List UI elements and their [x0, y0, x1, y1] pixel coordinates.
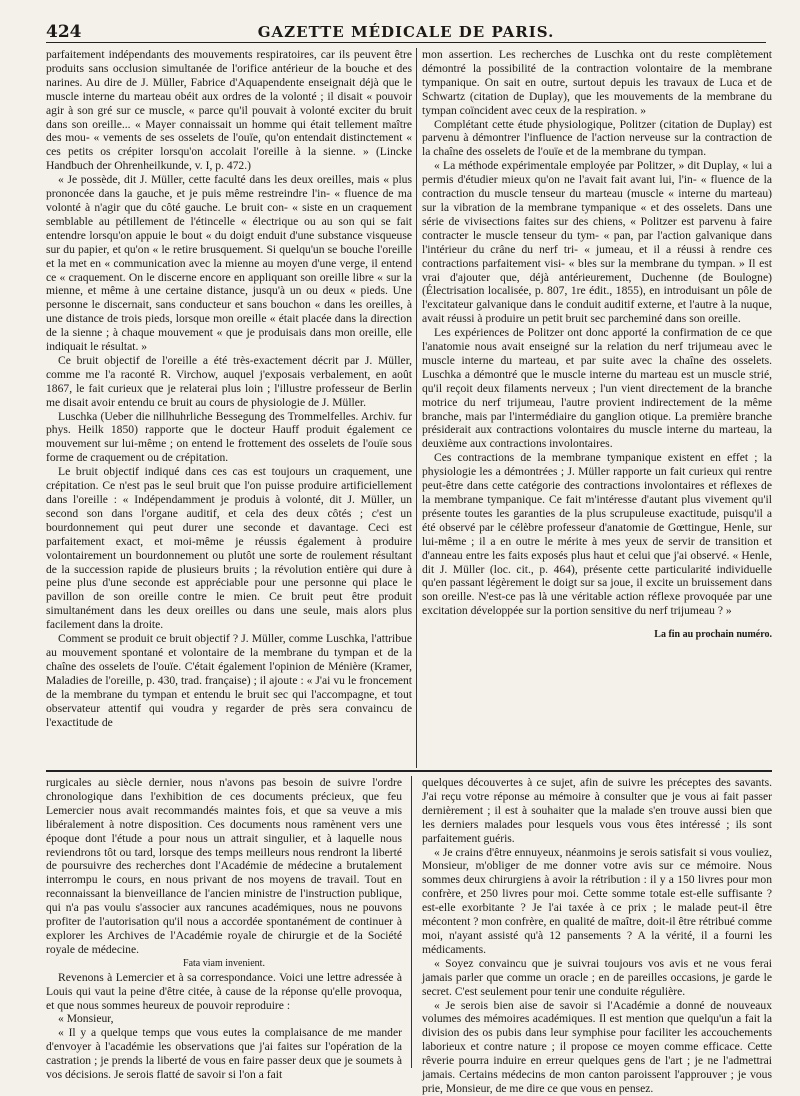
latin-motto: Fata viam invenient.: [183, 957, 265, 969]
feuilleton-paragraph: « Soyez convaincu que je suivrai toujours vos avis et ne vous ferai jamais parler que comme un oracle ; en de pareilles occasions, je garde le secret. C'est seulement pour tenir une conduite régulière.: [422, 956, 772, 998]
feuilleton-paragraph: « Je serois bien aise de savoir si l'Académie a donné de nouveaux volumes des mémoires académiques. Il est mention que quelqu'un a fait la division des os pubis dans leur symphise pour faciliter les accouchements laborieux et contre nature ; il propose ce moyen comme efficace. Cette rêverie pourra induire en erreur quelques gens de l'art ; je ne l'admettrai jamais. Certains médecins de mon canton paroissent l'approuver ; je vous prie, Monsieur, de me dire ce que vous en pensez.: [422, 998, 772, 1095]
page-header: [46, 22, 766, 43]
feuilleton-paragraph: quelques découvertes à ce sujet, afin de suivre les préceptes des savants. J'ai reçu votre réponse au mémoire à consulter que je vous ai fait passer dernièrement ; il est à souhaiter que la malade s'en trouve aussi bien que les derniers malades pour lesquels vous vous êtes intéressé ; ils sont parfaitement guéris.: [422, 776, 772, 845]
article-column-right: [422, 48, 772, 748]
feuilleton-paragraph: Revenons à Lemercier et à sa correspondance. Voici une lettre adressée à Louis qui vaut la peine d'être citée, à cause de la réponse qu'elle provoqua, et que nous sommes heureux de pouvoir reproduire :: [46, 970, 402, 1012]
feuilleton-paragraph: « Il y a quelque temps que vous eutes la complaisance de me mander d'envoyer à l'académie les observations que j'ai faites sur l'opération de la castration ; je prends la liberté de vous en faire passer deux que je soumets à vos décisions. Je serois flatté de savoir si l'on a fait: [46, 1026, 402, 1082]
feuilleton-paragraph: « Monsieur,: [58, 1012, 114, 1026]
article-paragraph: Complétant cette étude physiologique, Politzer (citation de Duplay) est parvenu à démontrer l'influence de l'action nerveuse sur la contraction de la chaîne des osselets de l'ouïe et de la membrane du tympan.: [422, 117, 772, 159]
article-paragraph: mon assertion. Les recherches de Luschka ont du reste complètement démontré la possibilité de la contraction volontaire de la membrane tympanique. On sait en outre, surtout depuis les travaux de Luca et de Schwartz (citation de Duplay), que les mouvements de la membrane du tympan coïncident avec ceux de la respiration. »: [422, 48, 772, 117]
article-column-left: [46, 48, 412, 758]
article-paragraph: Le bruit objectif indiqué dans ces cas est toujours un craquement, une crépitation. Ce n'est pas le seul bruit que l'on puisse produire artificiellement dans l'oreille : « Indépendamment je produis à volonté, dit J. Müller, un second son dans l'organe auditif, et cela des deux côtés ; c'est un bourdonnement qui peut durer une seconde et davantage. Ceci est parfaitement exact, et moi-même je réussis également à produire volontairement un bourdonnement ou plutôt une sorte de roulement résultant de la succession rapide de plusieurs bruits ; la révolution entière qui dure à peine plus d'une seconde est appréciable pour une personne qui place le pavillon de son oreille contre le mien. Ce bruit peut être produit simultanément dans les deux oreilles ou dans une seule, mais alors plus facilement dans la droite.: [46, 465, 412, 632]
feuilleton-paragraph: rurgicales au siècle dernier, nous n'avons pas besoin de suivre l'ordre chronologique dans l'exhibition de ces documents précieux, que feu Lemercier nous avait recommandés maintes fois, et que sa veuve a mis libéralement à notre disposition. Ces documents nous ramènent vers une époque dont l'étude a pour nous un attrait singulier, et à laquelle nous reviendrons tôt ou tard, lorsque des temps meilleurs nous rendront la liberté de poursuivre des recherches dont l'Académie de médecine a brutalement interrompu le cours, en nous privant de nos moyens de travail. Tout en reconnaissant la bienveillance de l'ancien ministre de l'instruction publique, qui n'a pas voulu s'associer aux rancunes académiques, nous ne pouvons profiter de l'autorisation qu'il nous a accordée spontanément de continuer à explorer les Archives de l'Académie royale de chirurgie et de la Société royale de médecine.: [46, 776, 402, 956]
article-paragraph: Les expériences de Politzer ont donc apporté la confirmation de ce que l'anatomie nous avait enseigné sur la relation du nerf trijumeau avec le muscle interne du marteau, et par suite avec la chaîne des osselets. Luschka a démontré que le muscle interne du marteau est un muscle strié, qu'il reçoit deux filaments nerveux ; l'un vient directement de la branche motrice du nerf trijumeau, l'autre provient indirectement de la même branche, mais par l'intermédiaire du ganglion otique. La première branche présiderait aux contractions volontaires du muscle interne du marteau, la deuxième aux contractions involontaires.: [422, 326, 772, 451]
section-divider: [46, 770, 772, 772]
page-number: 424: [46, 22, 82, 42]
continuation-note: La fin au prochain numéro.: [654, 629, 772, 641]
feuilleton-paragraph: « Je crains d'être ennuyeux, néanmoins je serois satisfait si vous vouliez, Monsieur, m'obliger de me donner votre avis sur ce mémoire. Nous sommes deux chirurgiens à avoir la rétribution : il y a 150 livres pour mon confrère, et 250 livres pour moi. Cette somme totale est-elle suffisante ? est-elle exorbitante ? Je l'ai taxée à ce prix ; le malade peut-il être mécontent ? mon confrère, en qualité de maître, doit-il être rétribué comme moi, n'ayant assisté qu'à 12 pansements ? A la vérité, il a fourni les médicaments.: [422, 845, 772, 956]
article-paragraph: Ce bruit objectif de l'oreille a été très-exactement décrit par J. Müller, comme me l'a raconté R. Virchow, auquel j'exposais verbalement, en août 1867, le fait curieux que je relaterai plus loin ; l'illustre professeur de Berlin me disait avoir entendu ce bruit au cours de physiologie de J. Müller.: [46, 353, 412, 409]
journal-title: GAZETTE MÉDICALE DE PARIS.: [257, 23, 555, 41]
article-paragraph: « Je possède, dit J. Müller, cette faculté dans les deux oreilles, mais « plus prononcée dans la gauche, et je puis même restreindre l'in- « fluence de ma volonté à n'agir que du côté gauche. Le bruit con- « siste en un craquement semblable au pétillement de l'étincelle « électrique ou au son qui se fait entendre lorsqu'on appuie le bout « du doigt enduit d'une substance visqueuse sur du papier, et qu'on « le retire brusquement. Si quelqu'un se bouche l'oreille et la met en « communication avec la mienne au moyen d'une verge, il entend ce « craquement. On le discerne encore en appliquant son oreille libre « sur la mienne, et même à une certaine distance, jusqu'à un ou deux « pieds. Une personne le discernait, sans conducteur et sans bouchon « dans les oreilles, à une distance de trois pieds, lorsque mon oreille « était placée dans la direction de la sienne ; à chaque mouvement « que je produisais dans mon oreille, elle indiquait le résultat. »: [46, 173, 412, 354]
feuilleton-column-left: [46, 776, 402, 1082]
column-divider-bottom: [411, 776, 412, 1068]
feuilleton-column-right: [422, 776, 772, 1095]
article-paragraph: Luschka (Ueber die nillhuhrliche Bessegung des Trommelfelles. Archiv. fur phys. Heilk 1850) rapporte que le docteur Hauff produit également ce mouvement sur lui-même ; on entend le frottement des osselets de l'ouïe sous forme de craquement ou de crépitation.: [46, 409, 412, 465]
article-paragraph: Comment se produit ce bruit objectif ? J. Müller, comme Luschka, l'attribue au mouvement spontané et volontaire de la membrane du tympan et de la chaîne des osselets de l'ouïe. C'était également l'opinion de Ménière (Kramer, Maladies de l'oreille, p. 430, trad. française) ; il ajoute : « J'ai vu le froncement de la membrane du tympan et entendu le bruit sec qui l'accompagne, et tout observateur attentif qui voudra y regarder de près sera convaincu de l'exactitude de: [46, 632, 412, 729]
article-paragraph: parfaitement indépendants des mouvements respiratoires, car ils peuvent être produits sans occlusion simultanée de l'orifice antérieur de la bouche et des narines. Au dire de J. Müller, Fabrice d'Aquapendente enseignait déjà que le muscle interne du marteau obéit aux ordres de la volonté ; il disait « pouvoir agir à son gré sur ce muscle, « parce qu'il pouvait à volonté exciter du bruit dans son oreille... « Mayer connaissait un homme qui était tellement maître des mou- « vements de ses osselets de l'ouïe, qu'on entendait distinctement « ces petits os crépiter lorsqu'on accolait l'oreille à la sienne. » (Lincke Handbuch der Ohrenheilkunde, v. I, p. 472.): [46, 48, 412, 173]
article-paragraph: Ces contractions de la membrane tympanique existent en effet ; la physiologie les a démontrées ; J. Müller rapporte un fait curieux qui rentre peut-être dans cette catégorie des contractions involontaires et réflexes de la membrane tympanique. Ce fait m'intéresse d'autant plus vivement qu'il présente toutes les garanties de la plus scrupuleuse exactitude, puisqu'il a été observé par le célèbre professeur d'anatomie de Gœttingue, Henle, sur lui-même ; il a en outre le mérite à mes yeux de servir de transition et d'anneau entre les faits exposés plus haut et celui que j'ai observé. « Henle, dit J. Müller (loc. cit., p. 464), présente cette particularité individuelle qu'en passant légèrement le doigt sur sa joue, il excite un bruissement dans son oreille. N'est-ce pas là une véritable action réflexe provoquée par une excitation développée sur la portion sensitive du nerf trijumeau ? »: [422, 451, 772, 618]
article-paragraph: « La méthode expérimentale employée par Politzer, » dit Duplay, « lui a permis d'étudier mieux qu'on ne l'avait fait avant lui, l'in- « fluence de la contraction du muscle tenseur du marteau (muscle « interne du marteau) sur la vibration de la membrane tympanique « et des osselets. Dans une série de vivisections faites sur des chiens, « Politzer est parvenu à faire contracter le muscle tenseur du tym- « pan, par l'action galvanique dans l'intérieur du crâne du nerf tri- « jumeau, et il a réussi à rendre ces contractions parfaitement visi- « bles sur la membrane du tympan. » Il est vrai d'ajouter que, déjà antérieurement, Duchenne (de Boulogne) (Électrisation localisée, p. 807, 1re édit., 1855), en introduisant un pôle de l'excitateur galvanique dans le conduit auditif externe, et l'autre à la nuque, avait réussi à produire un petit bruit sec parcheminé dans son oreille.: [422, 159, 772, 326]
column-divider: [416, 48, 417, 768]
